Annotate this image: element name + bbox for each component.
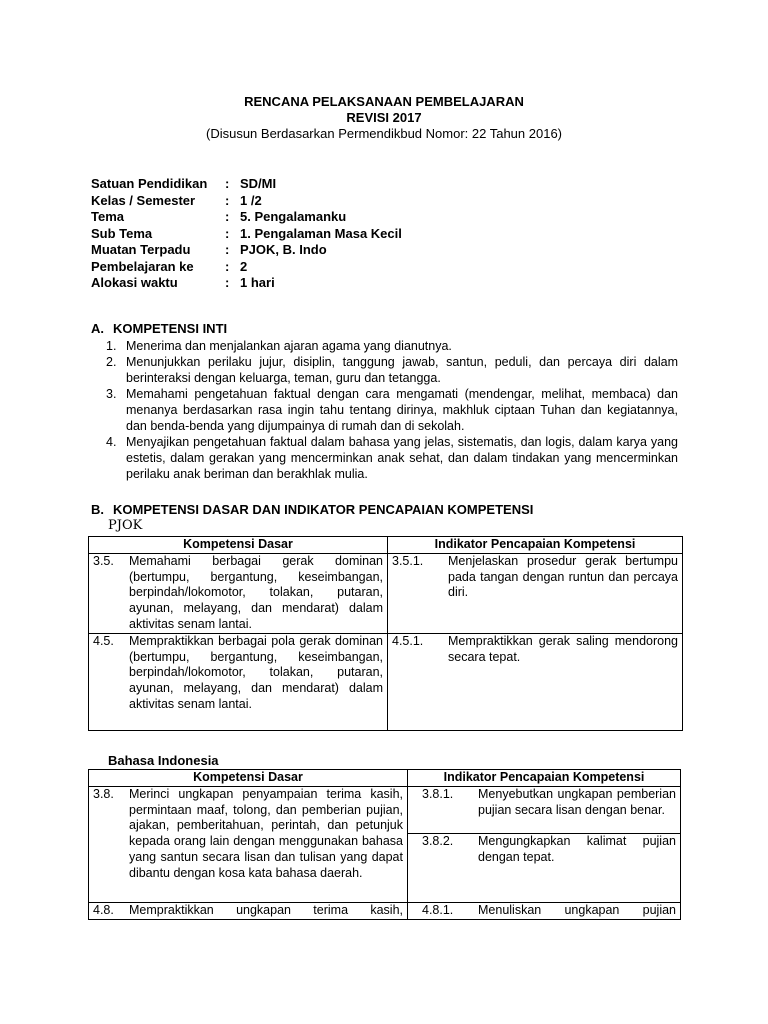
kd-text: Memahami berbagai gerak dominan (bertumpu, bergantung, keseimbangan, berpindah/lokomotor, tolakan, putaran, ayunan, melayang, dan mendarat) dalam aktivitas senam lantai.	[129, 553, 383, 631]
info-value: 5. Pengalamanku	[240, 209, 347, 224]
indicator-code: 3.8.1.	[422, 786, 454, 801]
info-value: 1. Pengalaman Masa Kecil	[240, 225, 402, 241]
column-header: Kompetensi Dasar	[89, 537, 388, 554]
indicator-text: Menuliskan ungkapan pujian	[478, 902, 676, 917]
indicator-code: 4.8.1.	[422, 902, 454, 917]
table-cell	[388, 633, 683, 730]
item-text: Menerima dan menjalankan ajaran agama yang dianutnya.	[126, 339, 452, 353]
info-label: Alokasi waktu	[91, 275, 178, 290]
info-label: Pembelajaran ke	[91, 258, 194, 274]
table-cell	[89, 786, 408, 902]
kompetensi-inti-list	[106, 338, 678, 482]
kd-code: 3.5.	[93, 553, 114, 568]
list-item	[106, 434, 678, 482]
item-text: Menyajikan pengetahuan faktual dalam bahasa yang jelas, sistematis, dan logis, dalam karya yang estetis, dalam gerakan yang mencerminkan anak sehat, dan dalam tindakan yang mencerminkan perilaku anak beriman dan berakhlak mulia.	[126, 435, 678, 481]
info-value: 1 /2	[240, 192, 262, 208]
kd-text: Mempraktikkan ungkapan terima kasih,	[129, 902, 403, 917]
table-header-row	[89, 770, 681, 787]
column-header: Indikator Pencapaian Kompetensi	[388, 537, 683, 554]
pjok-table	[88, 536, 683, 731]
table-row	[89, 553, 683, 633]
item-text: Memahami pengetahuan faktual dengan cara mengamati (mendengar, melihat, membaca) dan menanya berdasarkan rasa ingin tahu tentang dirinya, makhluk ciptaan Tuhan dan kegiatannya, dan benda-benda yang dijumpainya di rumah dan di sekolah.	[126, 387, 678, 433]
table-row	[89, 633, 683, 730]
info-label: Tema	[91, 209, 124, 224]
info-value: SD/MI	[240, 176, 277, 191]
section-title: KOMPETENSI INTI	[113, 321, 228, 336]
info-label: Satuan Pendidikan	[91, 176, 208, 191]
section-letter: A.	[91, 321, 104, 336]
indicator-text: Menyebutkan ungkapan pemberian pujian secara lisan dengan benar.	[478, 786, 676, 817]
kd-text: Merinci ungkapan penyampaian terima kasih, permintaan maaf, tolong, dan pemberian pujian, ajakan, pemberitahuan, perintah, dan petunjuk kepada orang lain dengan menggunakan bahasa yang santun secara lisan dan tulisan yang dapat dibantu dengan kosa kata bahasa daerah.	[129, 786, 403, 880]
table-cell	[89, 633, 388, 730]
info-colon: :	[225, 258, 230, 274]
section-letter: B.	[91, 502, 104, 517]
kd-code: 3.8.	[93, 786, 114, 801]
info-colon: :	[225, 242, 230, 257]
document-subtitle: REVISI 2017	[346, 110, 422, 125]
table-cell	[388, 553, 683, 633]
indicator-text: Mengungkapkan kalimat pujian dengan tepat.	[478, 833, 676, 864]
indicator-code: 4.5.1.	[392, 633, 424, 648]
info-value: PJOK, B. Indo	[240, 242, 327, 257]
info-row	[91, 242, 402, 259]
table-row	[89, 786, 681, 833]
info-row	[91, 193, 402, 210]
info-row	[91, 209, 402, 226]
info-row	[91, 275, 402, 292]
table-cell	[408, 833, 681, 902]
section-heading-a	[91, 321, 227, 336]
item-number: 1.	[106, 339, 117, 353]
info-colon: :	[225, 176, 230, 191]
subject-label-pjok: PJOK	[108, 518, 143, 533]
indicator-code: 3.5.1.	[392, 553, 424, 568]
list-item	[106, 338, 678, 354]
table-cell	[89, 902, 408, 919]
info-colon: :	[225, 225, 230, 241]
info-colon: :	[225, 209, 230, 224]
list-item	[106, 354, 678, 386]
item-number: 2.	[106, 355, 117, 369]
table-cell	[408, 902, 681, 919]
item-number: 3.	[106, 387, 117, 401]
table-row	[89, 902, 681, 919]
indicator-text: Menjelaskan prosedur gerak bertumpu pada tangan dengan runtun dan percaya diri.	[448, 553, 678, 600]
info-label: Kelas / Semester	[91, 192, 196, 208]
identity-block	[91, 176, 402, 292]
item-text: Menunjukkan perilaku jujur, disiplin, tanggung jawab, santun, peduli, dan percaya diri dalam berinteraksi dengan keluarga, teman, guru dan tetangga.	[126, 355, 678, 385]
kd-text: Mempraktikkan berbagai pola gerak dominan (bertumpu, bergantung, keseimbangan, berpindah/lokomotor, tolakan, putaran, ayunan, melayang, dan mendarat) dalam aktivitas senam lantai.	[129, 633, 383, 711]
column-header: Indikator Pencapaian Kompetensi	[408, 770, 681, 787]
info-label: Muatan Terpadu	[91, 242, 191, 257]
kd-code: 4.8.	[93, 902, 114, 917]
bahasa-indonesia-table	[88, 769, 681, 920]
info-colon: :	[225, 275, 230, 290]
info-colon: :	[225, 192, 230, 208]
info-row	[91, 176, 402, 193]
document-title: RENCANA PELAKSANAAN PEMBELAJARAN	[244, 94, 524, 109]
indicator-code: 3.8.2.	[422, 833, 454, 848]
info-value: 1 hari	[240, 275, 275, 290]
table-header-row	[89, 537, 683, 554]
info-label: Sub Tema	[91, 225, 153, 241]
subject-label-bindo: Bahasa Indonesia	[108, 753, 219, 768]
column-header: Kompetensi Dasar	[89, 770, 408, 787]
table-cell	[408, 786, 681, 833]
section-title: KOMPETENSI DASAR DAN INDIKATOR PENCAPAIAN KOMPETENSI	[113, 502, 534, 517]
indicator-text: Mempraktikkan gerak saling mendorong secara tepat.	[448, 633, 678, 664]
item-number: 4.	[106, 435, 117, 449]
info-row	[91, 226, 402, 243]
info-row	[91, 259, 402, 276]
kd-code: 4.5.	[93, 633, 114, 648]
info-value: 2	[240, 258, 248, 274]
section-heading-b	[91, 502, 533, 517]
list-item	[106, 386, 678, 434]
table-cell	[89, 553, 388, 633]
document-note: (Disusun Berdasarkan Permendikbud Nomor: 22 Tahun 2016)	[205, 126, 562, 141]
